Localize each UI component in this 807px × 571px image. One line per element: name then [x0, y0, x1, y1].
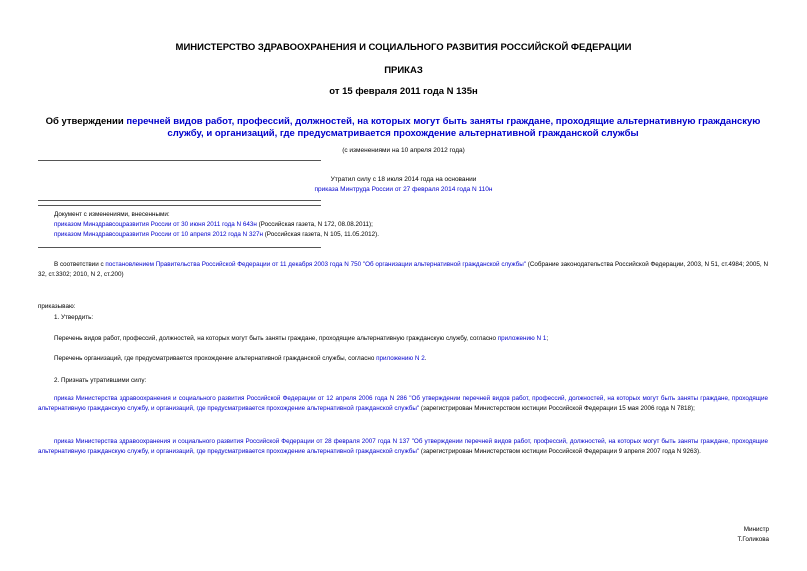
voided-order-1-link[interactable]: приказ Министерства здравоохранения и социального развития Российской Федерации от 12 апреля 2006 года N 286 "Об утверждении перечней видов работ, профессий, должностей, на которых могут быть заняты граждане, проходящие альтернативную гражданскую службу, и организаций, где предусматривается прохождение альтернативной гражданской службы" [38, 395, 768, 412]
date-number-heading: от 15 февраля 2011 года N 135н [329, 86, 478, 97]
separator-line [38, 205, 321, 206]
changes-heading: Документ с изменениями, внесенными: [54, 211, 170, 218]
list-item-text: Перечень организаций, где предусматривается прохождение альтернативной гражданской службы, согласно [54, 355, 377, 362]
basis-link[interactable]: постановлением Правительства Российской Федерации от 11 декабря 2003 года N 750 "Об организации альтернативной гражданской службы" [105, 261, 527, 268]
doc-type-heading: ПРИКАЗ [384, 65, 423, 76]
appendix-2-link[interactable]: приложению N 2 [376, 355, 425, 362]
signature-name: Т.Голикова [737, 536, 769, 543]
voided-order-2 [38, 437, 768, 457]
amended-note: (с изменениями на 10 апреля 2012 года) [342, 147, 465, 154]
title-prefix: Об утверждении [45, 116, 127, 127]
list-item-end: ; [546, 335, 549, 342]
changes-item-tail: (Российская газета, N 105, 11.05.2012). [262, 231, 379, 238]
voided-order-1 [38, 394, 768, 414]
changes-block [54, 210, 774, 240]
voided-order-2-tail: (зарегистрирован Министерством юстиции Российской Федерации 9 апреля 2007 года N 9263). [419, 448, 701, 455]
order-word: приказываю: [38, 303, 76, 310]
separator-line [38, 160, 321, 161]
item-2: 2. Признать утратившими силу: [54, 377, 147, 384]
list-item-1 [54, 334, 768, 344]
list-item-text: Перечень видов работ, профессий, должностей, на которых могут быть заняты граждане, проходящие альтернативную гражданскую службу, согласно [54, 335, 498, 342]
basis-paragraph [38, 260, 768, 280]
signature-block [737, 525, 769, 545]
document-title [38, 116, 768, 140]
changes-item-link[interactable]: приказом Минздравсоцразвития России от 30 июня 2011 года N 643н [54, 221, 257, 228]
changes-item [54, 220, 774, 230]
separator-line [38, 247, 321, 248]
voided-order-1-tail: (зарегистрирован Министерством юстиции Российской Федерации 15 мая 2006 года N 7818); [419, 405, 695, 412]
changes-item-link[interactable]: приказом Минздравсоцразвития России от 10 апреля 2012 года N 327н [54, 231, 263, 238]
list-item-end: . [424, 355, 427, 362]
expired-line: Утратил силу с 18 июля 2014 года на основании [330, 176, 477, 183]
changes-item [54, 230, 774, 240]
item-1: 1. Утвердить: [54, 314, 94, 321]
basis-prefix: В соответствии с [54, 261, 106, 268]
basis-tail: (Собрание законодательства Российской Федерации, 2003, N 51, ст.4984; 2005, N 32, ст.3302; 2010, N 2, ст.200) [38, 261, 768, 278]
expired-link[interactable]: приказа Минтруда России от 27 февраля 2014 года N 110н [314, 186, 493, 193]
signature-title: Министр [743, 526, 769, 533]
voided-order-2-link[interactable]: приказ Министерства здравоохранения и социального развития Российской Федерации от 28 февраля 2007 года N 137 "Об утверждении перечней видов работ, профессий, должностей, на которых могут быть заняты граждане, проходящие альтернативную гражданскую службу, и организаций, где предусматривается прохождение альтернативной гражданской службы" [38, 438, 768, 455]
separator-line [38, 200, 321, 201]
title-link[interactable]: перечней видов работ, профессий, должностей, на которых могут быть заняты граждане, проходящие альтернативную гражданскую службу, и организаций, где предусматривается прохождение альтернативной гражданской службы [126, 116, 761, 139]
list-item-2 [54, 354, 768, 364]
appendix-1-link[interactable]: приложению N 1 [497, 335, 547, 342]
ministry-heading: МИНИСТЕРСТВО ЗДРАВООХРАНЕНИЯ И СОЦИАЛЬНОГО РАЗВИТИЯ РОССИЙСКОЙ ФЕДЕРАЦИИ [175, 42, 632, 53]
changes-item-tail: (Российская газета, N 172, 08.08.2011); [256, 221, 373, 228]
